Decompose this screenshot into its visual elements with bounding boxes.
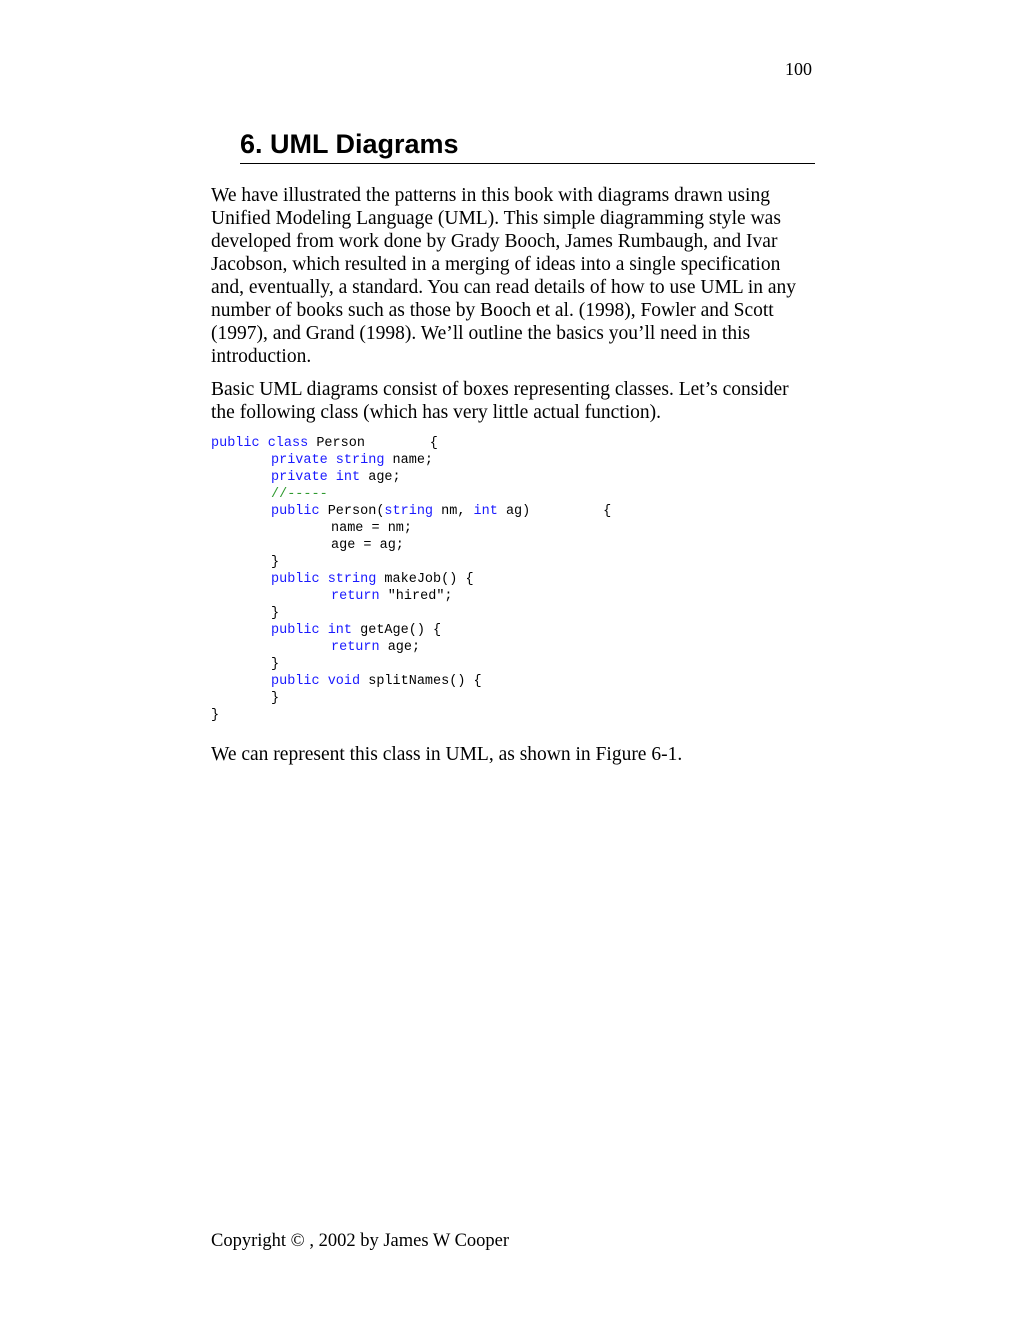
code-line: [211, 503, 771, 520]
code-text: }: [211, 708, 220, 723]
code-text: name = nm;: [331, 521, 413, 536]
code-line: [211, 520, 771, 537]
code-line: [211, 673, 771, 690]
page-number: 100: [785, 59, 812, 79]
code-line: [211, 452, 771, 469]
code-keyword: public class: [211, 436, 309, 451]
code-text: age;: [360, 470, 401, 485]
code-line: [211, 486, 771, 503]
code-keyword: public void: [271, 674, 361, 689]
code-text: ag) {: [497, 504, 612, 519]
code-keyword: public: [271, 504, 320, 519]
code-text: splitNames() {: [360, 674, 482, 689]
code-line: [211, 656, 771, 673]
code-keyword: public string: [271, 572, 377, 587]
code-text: nm,: [433, 504, 474, 519]
code-keyword: string: [384, 504, 434, 519]
code-line: [211, 622, 771, 639]
code-text: }: [271, 657, 280, 672]
code-keyword: return: [331, 640, 380, 655]
code-text: Person {: [308, 436, 438, 451]
code-comment: //-----: [271, 487, 328, 502]
code-line: [211, 537, 771, 554]
code-text: }: [271, 691, 280, 706]
code-keyword: private int: [271, 470, 361, 485]
chapter-title: 6. UML Diagrams: [240, 128, 815, 164]
code-line: [211, 707, 771, 724]
code-line: [211, 469, 771, 486]
code-keyword: public int: [271, 623, 353, 638]
code-text: "hired";: [379, 589, 453, 604]
code-text: }: [271, 555, 280, 570]
code-text: getAge() {: [352, 623, 442, 638]
code-keyword: return: [331, 589, 380, 604]
code-line: [211, 588, 771, 605]
code-listing: [211, 435, 771, 724]
code-text: }: [271, 606, 280, 621]
code-line: [211, 639, 771, 656]
code-text: Person(: [319, 504, 385, 519]
code-line: [211, 690, 771, 707]
code-text: age = ag;: [331, 538, 404, 553]
code-keyword: int: [473, 504, 498, 519]
code-text: name;: [384, 453, 434, 468]
intro-paragraph: We have illustrated the patterns in this book with diagrams drawn using Unified Modeling Language (UML). This simple diagramming style was developed from work done by Grady Booch, James Rumbaugh, and Ivar Jacobson, which resulted in a merging of ideas into a single specification and, eventually, a standard. You can read details of how to use UML in any number of books such as those by Booch et al. (1998), Fowler and Scott (1997), and Grand (1998). We’ll outline the basics you’ll need in this introduction.: [211, 185, 797, 367]
figure-reference-paragraph: We can represent this class in UML, as shown in Figure 6-1.: [211, 744, 683, 765]
code-keyword: private string: [271, 453, 385, 468]
code-line: [211, 605, 771, 622]
class-intro-paragraph: Basic UML diagrams consist of boxes representing classes. Let’s consider the following class (which has very little actual function).: [211, 379, 789, 423]
code-text: makeJob() {: [376, 572, 474, 587]
code-line: [211, 435, 771, 452]
code-line: [211, 554, 771, 571]
copyright-footer: Copyright © , 2002 by James W Cooper: [211, 1231, 510, 1251]
code-line: [211, 571, 771, 588]
code-text: age;: [379, 640, 421, 655]
